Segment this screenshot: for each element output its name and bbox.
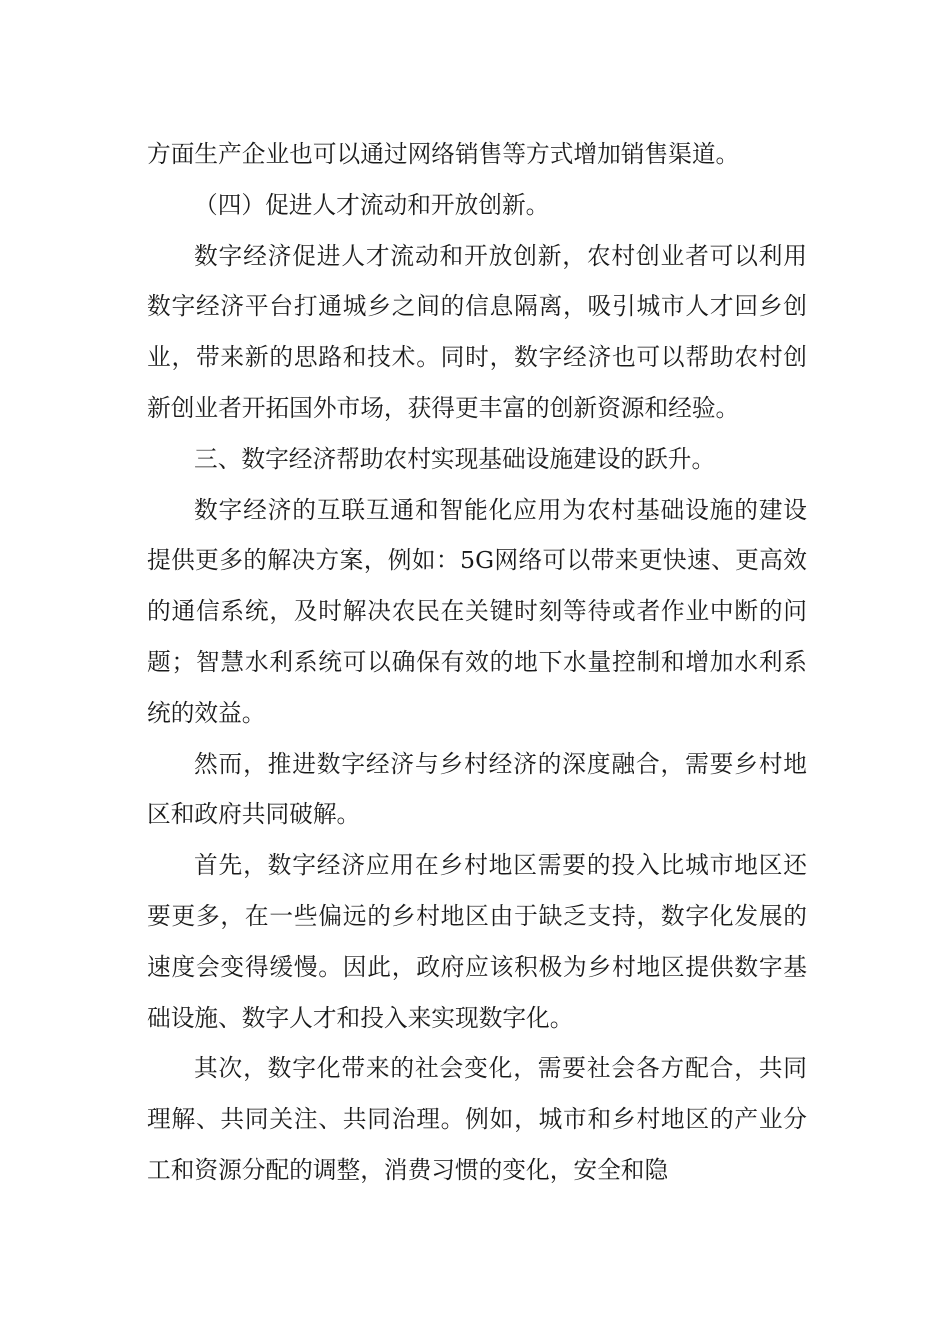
paragraph: 数字经济的互联互通和智能化应用为农村基础设施的建设提供更多的解决方案，例如：5G网络可以带来更快速、更高效的通信系统，及时解决农民在关键时刻等待或者作业中断的问题；智慧水利系统可以确保有效的地下水量控制和增加水利系统的效益。 (147, 495, 807, 727)
document-body (147, 129, 807, 1196)
section-subheading: （四）促进人才流动和开放创新。 (194, 190, 550, 219)
section-heading: 三、数字经济帮助农村实现基础设施建设的跃升。 (194, 444, 716, 473)
paragraph: 首先，数字经济应用在乡村地区需要的投入比城市地区还要更多，在一些偏远的乡村地区由于缺乏支持，数字化发展的速度会变得缓慢。因此，政府应该积极为乡村地区提供数字基础设施、数字人才和投入来实现数字化。 (147, 851, 807, 1032)
paragraph: 其次，数字化带来的社会变化，需要社会各方配合，共同理解、共同关注、共同治理。例如，城市和乡村地区的产业分工和资源分配的调整，消费习惯的变化，安全和隐 (147, 1054, 807, 1184)
paragraph-continuation: 方面生产企业也可以通过网络销售等方式增加销售渠道。 (147, 140, 740, 168)
paragraph: 数字经济促进人才流动和开放创新，农村创业者可以利用数字经济平台打通城乡之间的信息隔离，吸引城市人才回乡创业，带来新的思路和技术。同时，数字经济也可以帮助农村创新创业者开拓国外市场，获得更丰富的创新资源和经验。 (147, 241, 807, 422)
paragraph: 然而，推进数字经济与乡村经济的深度融合，需要乡村地区和政府共同破解。 (147, 749, 807, 829)
